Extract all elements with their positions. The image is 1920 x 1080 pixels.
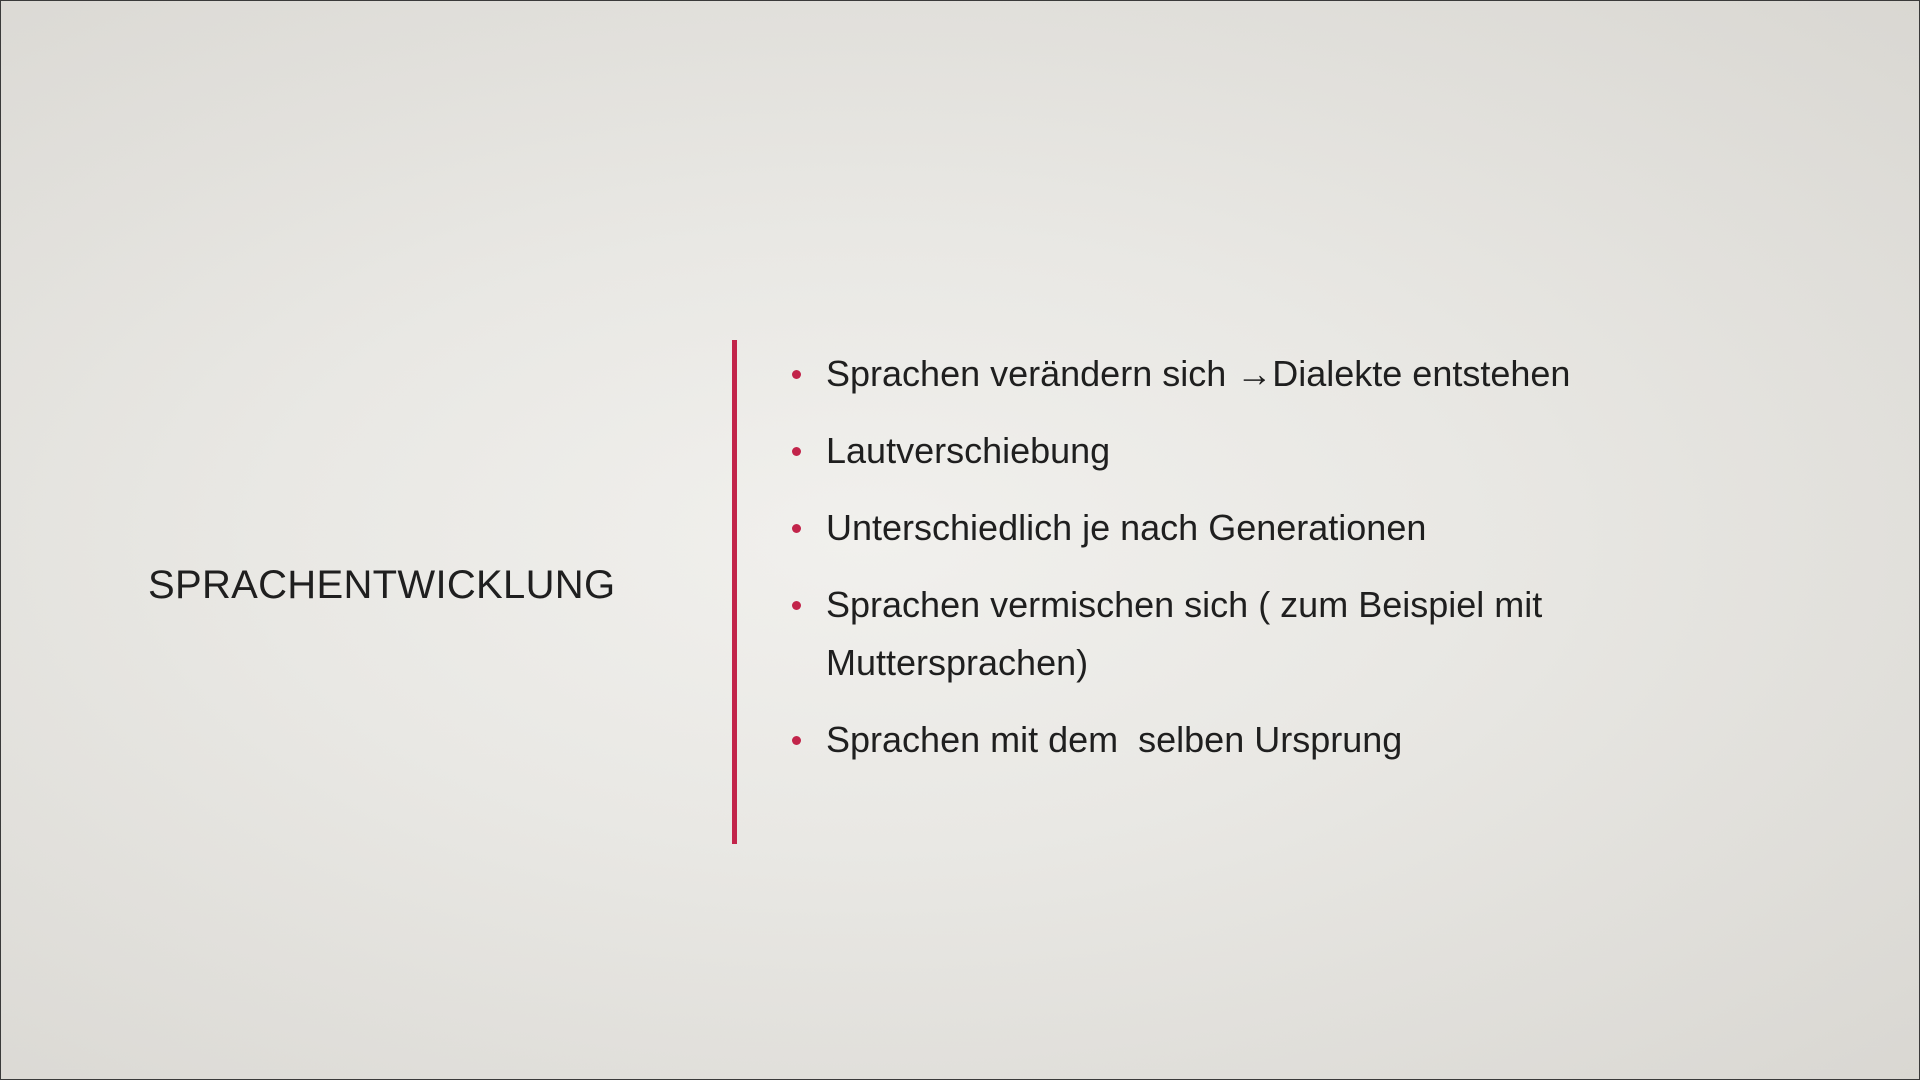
bullet-item <box>786 345 1786 403</box>
bullet-item <box>786 422 1786 480</box>
slide-title: SPRACHENTWICKLUNG <box>148 563 616 607</box>
bullet-text: Lautverschiebung <box>826 430 1111 471</box>
slide <box>1 1 1920 1080</box>
bullet-text: Sprachen vermischen sich ( zum Beispiel mit Muttersprachen) <box>826 584 1543 683</box>
bullet-dot-icon <box>792 601 801 610</box>
bullet-text: Sprachen mit dem selben Ursprung <box>826 719 1403 760</box>
bullet-item <box>786 499 1786 557</box>
bullet-dot-icon <box>792 370 801 379</box>
bullet-text: Sprachen verändern sich →Dialekte entstehen <box>826 353 1571 394</box>
bullet-text: Unterschiedlich je nach Generationen <box>826 507 1427 548</box>
bullet-dot-icon <box>792 447 801 456</box>
bullet-list <box>786 345 1786 788</box>
bullet-dot-icon <box>792 736 801 745</box>
bullet-dot-icon <box>792 524 801 533</box>
bullet-item <box>786 576 1786 692</box>
vertical-divider <box>732 340 737 844</box>
bullet-item <box>786 711 1786 769</box>
